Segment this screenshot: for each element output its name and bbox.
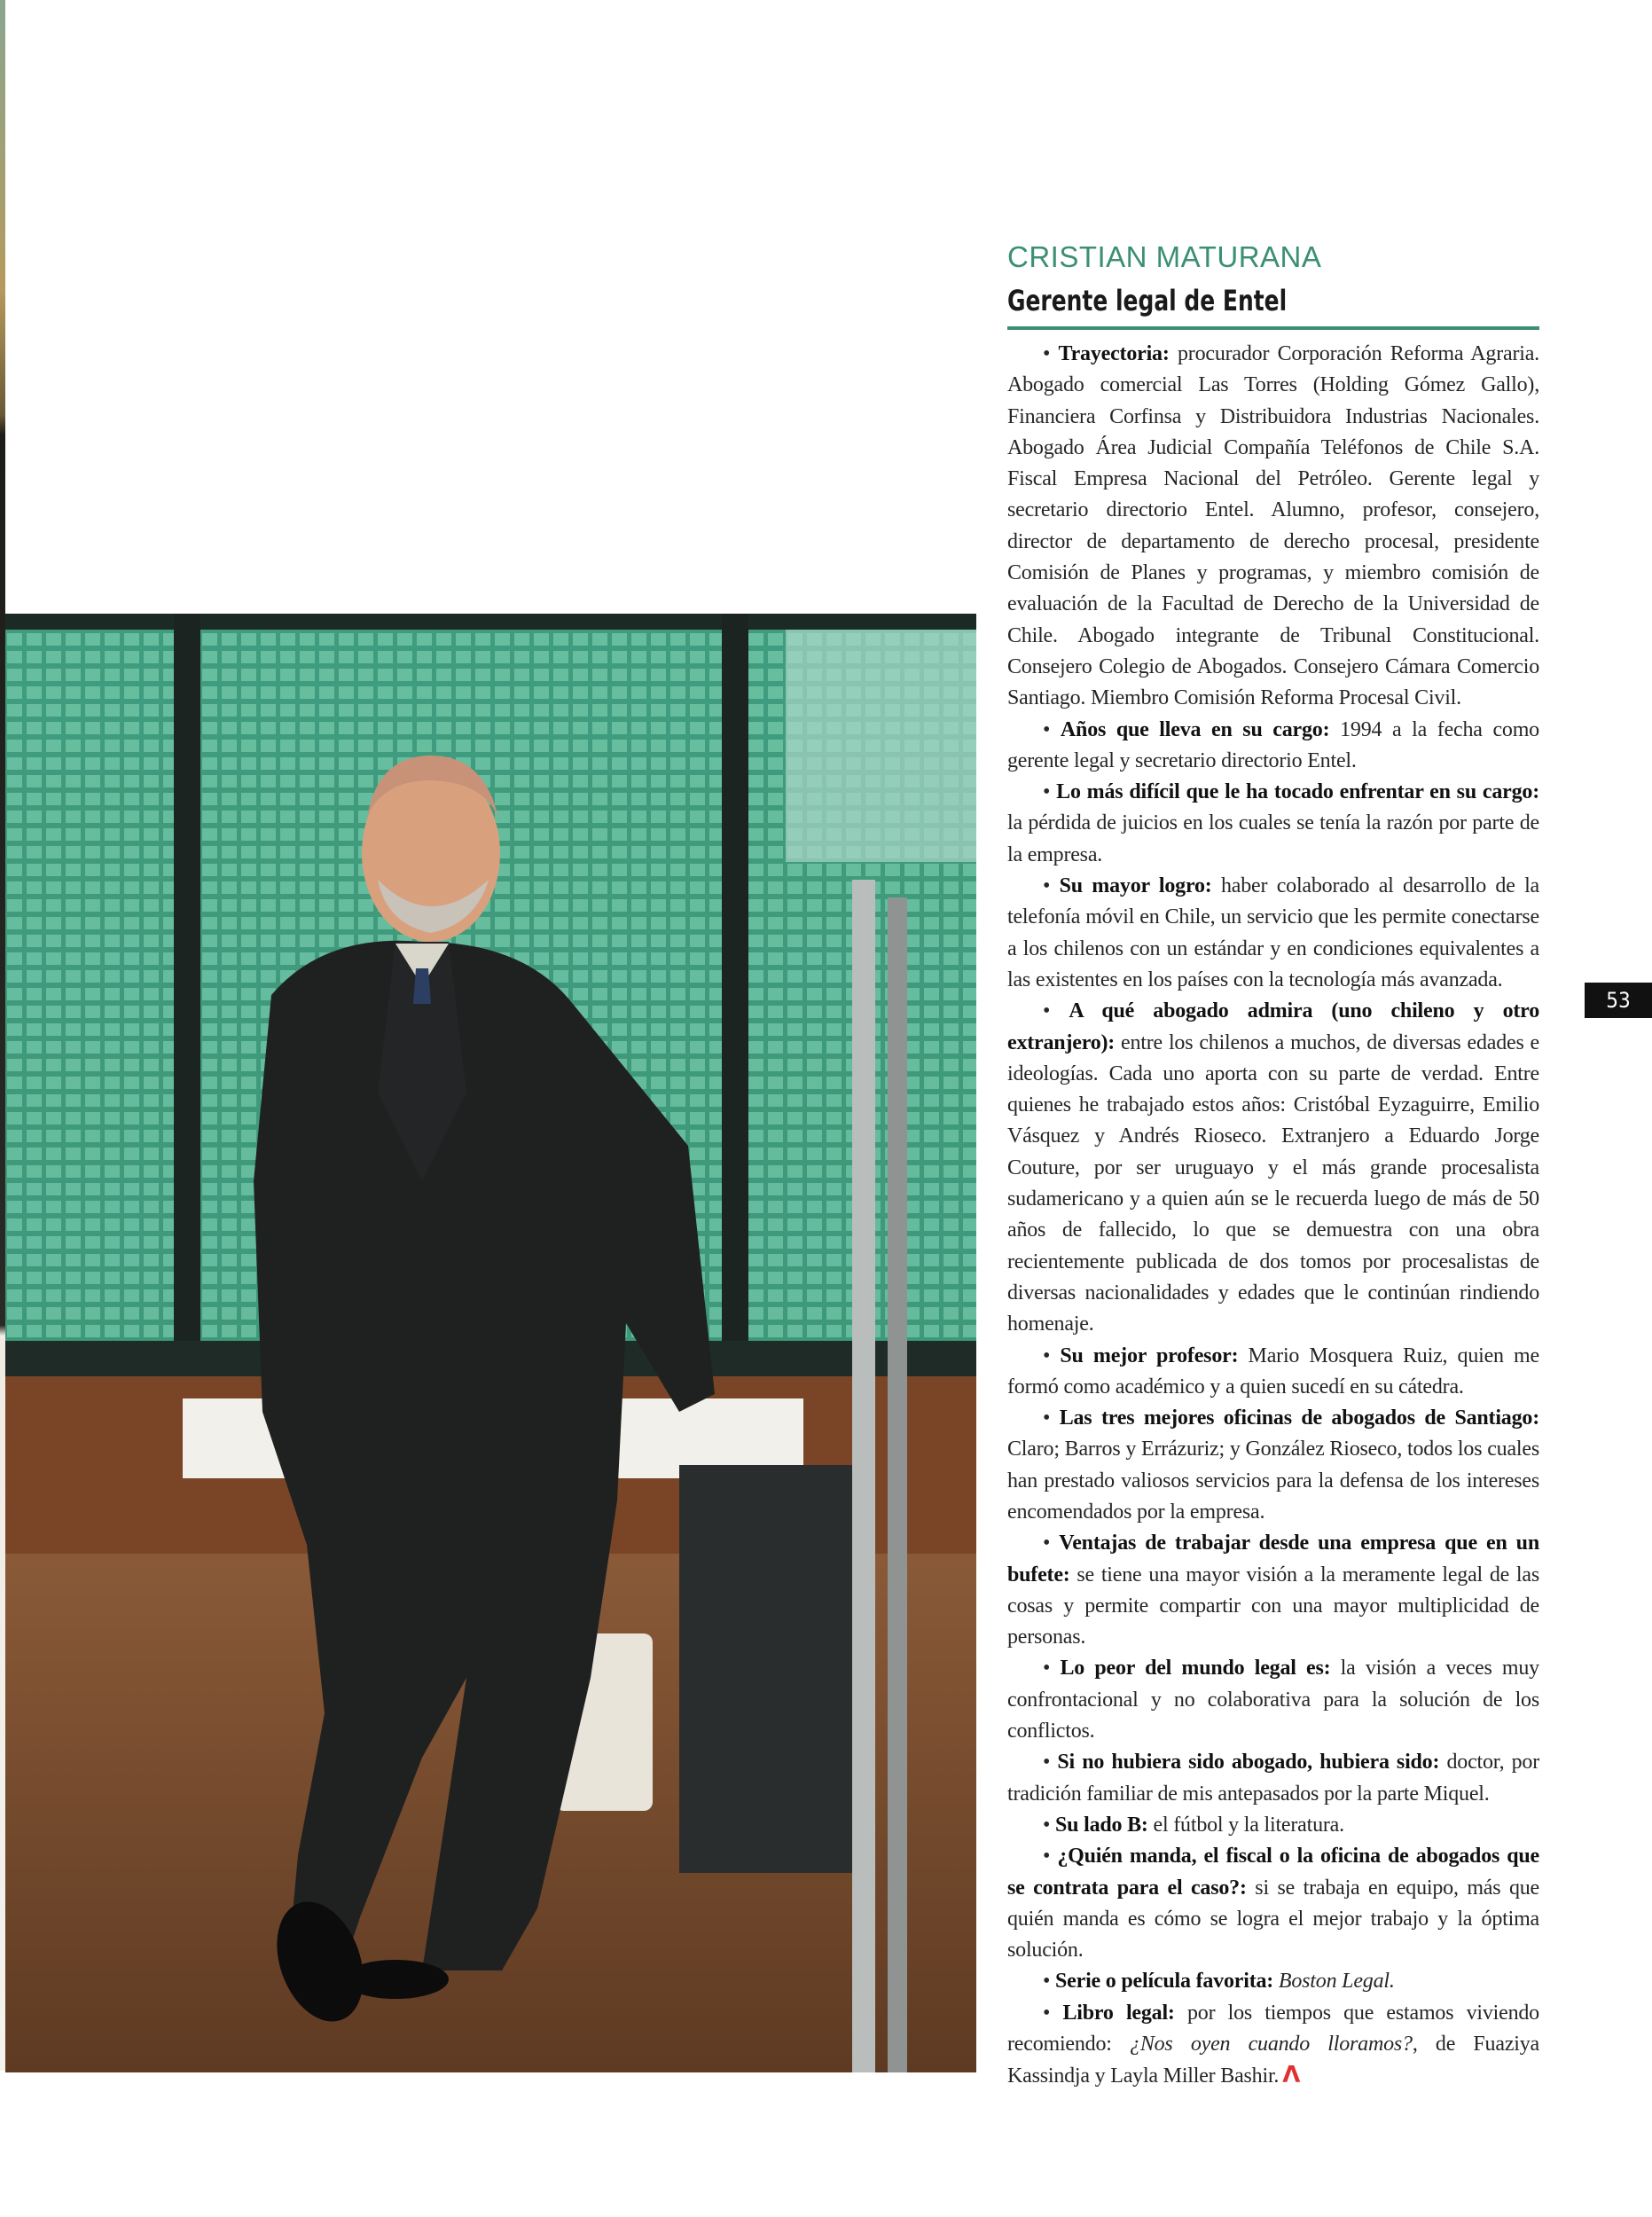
end-mark-icon: Λ (1282, 2062, 1301, 2089)
qa-label: Su lado B: (1055, 1813, 1148, 1837)
qa-answer: Mario Mosquera Ruiz, quien me formó como académico y a quien sucedí en su cátedra. (1007, 1344, 1539, 1398)
qa-label: Trayectoria: (1058, 342, 1170, 365)
qa-item: • A qué abogado admira (uno chileno y otro extranjero): entre los chilenos a muchos, de diversas edades e ideologías. Cada uno aporta con su parte de verdad. Entre quienes he trabajado estos años: Cristóbal Eyzaguirre, Emilio Vásquez y Andrés Rioseco. Extranjero a Eduardo Jorge Couture, por ser uruguayo y el más grande procesalista sudamericano y a quien aún se le recuerda luego de más de 50 años de fallecido, lo que se demuestra con una obra recientemente publicada de dos tomos por procesalistas de diversas nacionalidades y edades que le continúan rindiendo homenaje. (1007, 999, 1539, 1336)
book-text-after: , de Fuaziya Kassindja y Layla Miller Bashir. (1007, 2033, 1539, 2088)
qa-answer: doctor, por tradición familiar de mis antepasados por la parte Miquel. (1007, 1751, 1539, 1806)
qa-item: • Lo peor del mundo legal es: la visión a veces muy confrontacional y no colaborativa para la solución de los conflictos. (1007, 1657, 1539, 1743)
title-rule (1007, 326, 1539, 330)
qa-answer: 1994 a la fecha como gerente legal y secretario directorio Entel. (1007, 717, 1539, 772)
book-text-before: por los tiempos que estamos viviendo recomiendo: (1007, 2001, 1539, 2056)
qa-label: Lo más difícil que le ha tocado enfrentar en su cargo: (1056, 780, 1539, 804)
qa-answer: haber colaborado al desarrollo de la telefonía móvil en Chile, un servicio que les permite conectarse a los chilenos con un estándar y en condiciones equivalentes a las existentes en los países con la tecnología más avanzada. (1007, 874, 1539, 991)
profile-article (1007, 238, 1539, 2093)
qa-item: • Su lado B: el fútbol y la literatura. (1043, 1813, 1344, 1837)
qa-answer: procurador Corporación Reforma Agraria. Abogado comercial Las Torres (Holding Gómez Gallo), Financiera Corfinsa y Distribuidora Industrias Nacionales. Abogado Área Judicial Compañía Teléfonos de Chile S.A. Fiscal Empresa Nacional del Petróleo. Gerente legal y secretario directorio Entel. Alumno, profesor, consejero, director de departamento de derecho procesal, presidente Comisión de Planes y programas, y miembro comisión de evaluación de la Facultad de Derecho de la Universidad de Chile. Abogado integrante de Tribunal Constitucional. Consejero Colegio de Abogados. Consejero Cámara Comercio Santiago. Miembro Comisión Reforma Procesal Civil. (1007, 342, 1539, 710)
qa-answer: si se trabaja en equipo, más que quién manda es cómo se logra el mejor trabajo y la óptima solución. (1007, 1876, 1539, 1962)
qa-label: Ventajas de trabajar desde una empresa que en un bufete: (1007, 1532, 1539, 1586)
qa-answer: la pérdida de juicios en los cuales se tenía la razón por parte de la empresa. (1007, 811, 1539, 866)
qa-item-book: • Libro legal: por los tiempos que estamos viviendo recomiendo: ¿Nos oyen cuando lloramos?, de Fuaziya Kassindja y Layla Miller Bashir. Λ (1007, 2001, 1539, 2089)
qa-item-movie: • Serie o película favorita: Boston Legal. (1043, 1970, 1395, 1994)
book-title: ¿Nos oyen cuando lloramos? (1130, 2033, 1413, 2056)
qa-label: Lo peor del mundo legal es: (1060, 1657, 1331, 1680)
qa-answer: entre los chilenos a muchos, de diversas edades e ideologías. Cada uno aporta con su parte de verdad. Entre quienes he trabajado estos años: Cristóbal Eyzaguirre, Emilio Vásquez y Andrés Rioseco. Extranjero a Eduardo Jorge Couture, por ser uruguayo y el más grande procesalista sudamericano y a quien aún se le recuerda luego de más de 50 años de fallecido, lo que se demuestra con una obra recientemente publicada de dos tomos por procesalistas de diversas nacionalidades y edades que le continúan rindiendo homenaje. (1007, 1030, 1539, 1336)
qa-label: Serie o película favorita: (1055, 1970, 1274, 1994)
qa-item: • ¿Quién manda, el fiscal o la oficina de abogados que se contrata para el caso?: si se trabaja en equipo, más que quién manda es cómo se logra el mejor trabajo y la óptima solución. (1007, 1845, 1539, 1962)
profile-name: CRISTIAN MATURANA (1007, 240, 1322, 273)
qa-answer: el fútbol y la literatura. (1147, 1813, 1344, 1837)
portrait-photo (5, 614, 976, 2072)
profile-role: Gerente legal de Entel (1007, 284, 1288, 317)
page-number: 53 (1585, 983, 1652, 1018)
movie-title: Boston Legal. (1278, 1970, 1395, 1994)
qa-item: • Su mayor logro: haber colaborado al desarrollo de la telefonía móvil en Chile, un servicio que les permite conectarse a los chilenos con un estándar y en condiciones equivalentes a las existentes en los países con la tecnología más avanzada. (1007, 874, 1539, 991)
qa-answer: la visión a veces muy confrontacional y no colaborativa para la solución de los conflictos. (1007, 1657, 1539, 1743)
qa-item: • Si no hubiera sido abogado, hubiera sido: doctor, por tradición familiar de mis antepasados por la parte Miquel. (1007, 1751, 1539, 1806)
article-body (1007, 339, 1539, 2093)
qa-item: • Trayectoria: procurador Corporación Reforma Agraria. Abogado comercial Las Torres (Holding Gómez Gallo), Financiera Corfinsa y Distribuidora Industrias Nacionales. Abogado Área Judicial Compañía Teléfonos de Chile S.A. Fiscal Empresa Nacional del Petróleo. Gerente legal y secretario directorio Entel. Alumno, profesor, consejero, director de departamento de derecho procesal, presidente Comisión de Planes y programas, y miembro comisión de evaluación de la Facultad de Derecho de la Universidad de Chile. Abogado integrante de Tribunal Constitucional. Consejero Colegio de Abogados. Consejero Cámara Comercio Santiago. Miembro Comisión Reforma Procesal Civil. (1007, 342, 1539, 710)
qa-label: Años que lleva en su cargo: (1060, 717, 1330, 741)
qa-answer: se tiene una mayor visión a la meramente legal de las cosas y permite compartir con una mayor multiplicidad de personas. (1007, 1563, 1539, 1649)
qa-label: A qué abogado admira (uno chileno y otro extranjero): (1007, 999, 1539, 1054)
qa-label: Libro legal: (1062, 2001, 1175, 2025)
qa-item: • Las tres mejores oficinas de abogados de Santiago: Claro; Barros y Errázuriz; y González Rioseco, todos los cuales han prestado valiosos servicios para la defensa de los intereses encomendados por la empresa. (1007, 1406, 1539, 1524)
qa-item: • Su mejor profesor: Mario Mosquera Ruiz, quien me formó como académico y a quien sucedí en su cátedra. (1007, 1344, 1539, 1398)
qa-item: • Lo más difícil que le ha tocado enfrentar en su cargo: la pérdida de juicios en los cuales se tenía la razón por parte de la empresa. (1007, 780, 1539, 866)
qa-answer: Claro; Barros y Errázuriz; y González Rioseco, todos los cuales han prestado valiosos servicios para la defensa de los intereses encomendados por la empresa. (1007, 1438, 1539, 1524)
qa-label: Su mejor profesor: (1060, 1344, 1239, 1367)
qa-label: ¿Quién manda, el fiscal o la oficina de abogados que se contrata para el caso?: (1007, 1845, 1539, 1900)
qa-label: Si no hubiera sido abogado, hubiera sido: (1057, 1751, 1440, 1774)
qa-item: • Años que lleva en su cargo: 1994 a la fecha como gerente legal y secretario directorio Entel. (1007, 717, 1539, 772)
qa-item: • Ventajas de trabajar desde una empresa que en un bufete: se tiene una mayor visión a la meramente legal de las cosas y permite compartir con una mayor multiplicidad de personas. (1007, 1532, 1539, 1649)
qa-label: Las tres mejores oficinas de abogados de Santiago: (1059, 1406, 1539, 1430)
qa-label: Su mayor logro: (1059, 874, 1212, 898)
